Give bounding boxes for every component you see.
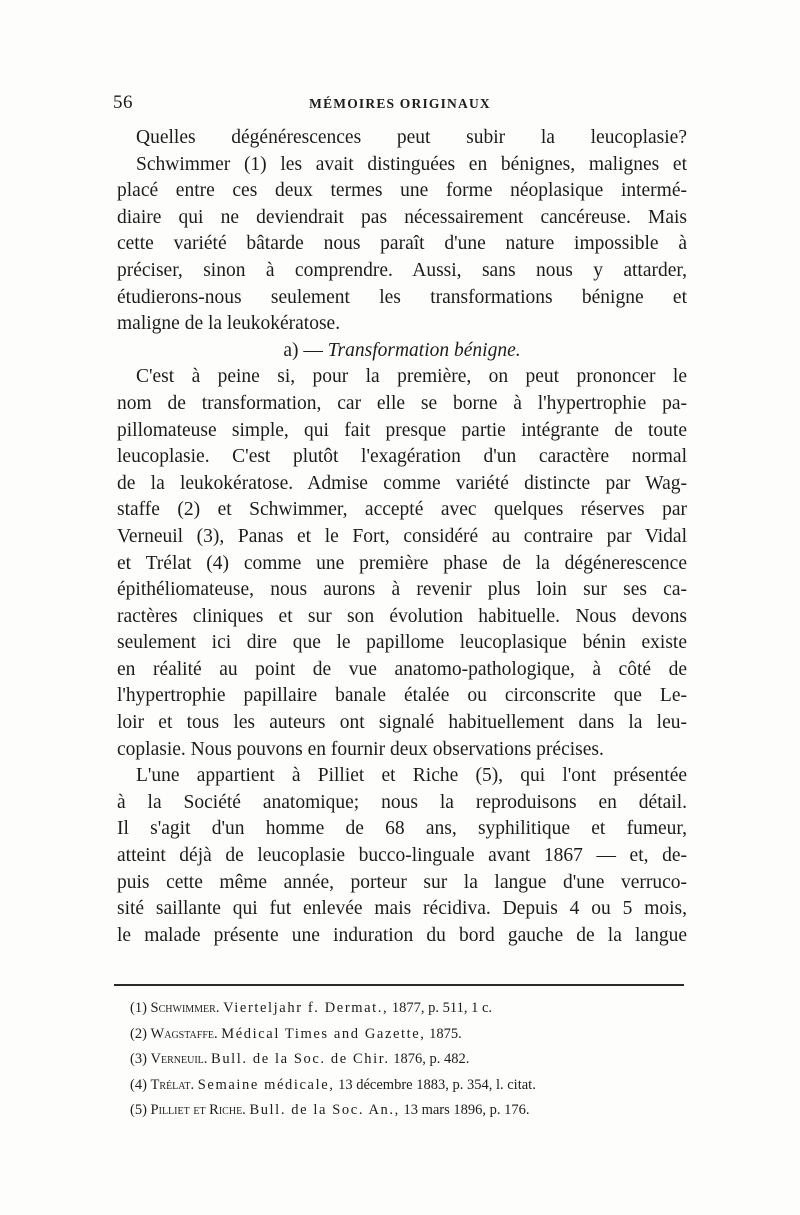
text-line: à la Société anatomique; nous la reproduisons en détail.: [117, 791, 687, 813]
footnote-author: Pilliet et Riche.: [150, 1102, 246, 1118]
footnote-author: Trélat.: [150, 1076, 195, 1093]
text-line: seulement ici dire que le papillome leucoplasique bénin existe: [117, 632, 687, 654]
running-head: MÉMOIRES ORIGINAUX: [309, 96, 491, 111]
text-line: l'hypertrophie papillaire banale étalée ou circonscrite que Le-: [117, 685, 687, 707]
footnote-journal: Semaine médicale,: [197, 1076, 335, 1093]
text-line: maligne de la leukokératose.: [117, 313, 341, 335]
footnote-number: (4): [130, 1076, 147, 1093]
text-line: et Trélat (4) comme une première phase de la dégénerescence: [117, 552, 687, 574]
body-text: [117, 125, 687, 949]
footnote: [130, 1073, 690, 1099]
text-line: Verneuil (3), Panas et le Fort, considéré au contraire par Vidal: [117, 525, 687, 547]
text-line: puis cette même année, porteur sur la langue d'une verruco-: [117, 871, 687, 893]
text-line: Quelles dégénérescences peut subir la leucoplasie?: [136, 127, 687, 148]
footnote-divider: [114, 984, 684, 986]
footnote-author: Wagstaffe.: [150, 1025, 218, 1042]
footnote-number: (5): [130, 1102, 147, 1118]
footnote-number: (2): [130, 1025, 147, 1042]
text-line: Il s'agit d'un homme de 68 ans, syphilitique et fumeur,: [117, 818, 687, 840]
footnote-journal: Bull. de la Soc. de Chir.: [211, 1051, 390, 1067]
footnote-author: Verneuil.: [150, 1051, 208, 1067]
text-line: atteint déjà de leucoplasie bucco-linguale avant 1867 — et, de-: [117, 845, 687, 867]
text-line: Schwimmer (1) les avait distinguées en bénignes, malignes et: [136, 153, 687, 175]
text-line: sité saillante qui fut enlevée mais récidiva. Depuis 4 ou 5 mois,: [117, 898, 687, 920]
section-title: Transformation bénigne.: [327, 339, 521, 361]
footnote-ref: 1875.: [429, 1025, 462, 1042]
text-line: C'est à peine si, pour la première, on peut prononcer le: [136, 366, 687, 388]
footnote-journal: Bull. de la Soc. An.,: [249, 1102, 400, 1118]
footnote: [130, 1022, 690, 1048]
footnote-ref: 1877, p. 511, 1 c.: [391, 1000, 493, 1016]
text-line: diaire qui ne deviendrait pas nécessairement cancéreuse. Mais: [117, 206, 687, 228]
text-line: leucoplasie. C'est plutôt l'exagération d'un caractère normal: [117, 446, 687, 468]
text-line: placé entre ces deux termes une forme néoplasique intermé-: [117, 180, 687, 202]
text-line: le malade présente une induration du bord gauche de la langue: [117, 924, 687, 946]
text-line: épithéliomateuse, nous aurons à revenir plus loin sur ses ca-: [117, 579, 687, 601]
footnote-ref: 1876, p. 482.: [393, 1051, 470, 1067]
footnotes: [130, 996, 690, 1124]
text-line: étudierons-nous seulement les transformations bénigne et: [117, 286, 687, 308]
page-number: 56: [113, 92, 133, 113]
text-line: coplasie. Nous pouvons en fournir deux observations précises.: [117, 738, 604, 760]
text-line: pillomateuse simple, qui fait presque partie intégrante de toute: [117, 419, 687, 441]
text-line: cette variété bâtarde nous paraît d'une nature impossible à: [117, 233, 687, 255]
footnote: [130, 996, 690, 1022]
footnote-journal: Vierteljahr f. Dermat.,: [223, 1000, 389, 1016]
section-heading: [117, 338, 687, 365]
text-line: en réalité au point de vue anatomo-pathologique, à côté de: [117, 658, 687, 680]
text-line: loir et tous les auteurs ont signalé habituellement dans la leu-: [117, 712, 687, 734]
text-line: staffe (2) et Schwimmer, accepté avec quelques réserves par: [117, 499, 687, 521]
text-line: de la leukokératose. Admise comme variété distincte par Wag-: [117, 472, 687, 494]
footnote-ref: 13 mars 1896, p. 176.: [403, 1102, 530, 1118]
footnote: [130, 1098, 690, 1124]
footnote-author: Schwimmer.: [150, 1000, 220, 1016]
text-line: préciser, sinon à comprendre. Aussi, sans nous y attarder,: [117, 259, 687, 281]
text-line: ractères cliniques et sur son évolution habituelle. Nous devons: [117, 605, 687, 627]
footnote: [130, 1047, 690, 1073]
footnote-journal: Médical Times and Gazette,: [221, 1025, 426, 1042]
footnote-number: (1): [130, 1000, 147, 1016]
footnote-ref: 13 décembre 1883, p. 354, l. citat.: [338, 1076, 536, 1093]
text-line: nom de transformation, car elle se borne à l'hypertrophie pa-: [117, 392, 687, 414]
section-label: a) —: [283, 339, 323, 361]
text-line: L'une appartient à Pilliet et Riche (5), qui l'ont présentée: [136, 765, 687, 787]
footnote-number: (3): [130, 1051, 147, 1067]
